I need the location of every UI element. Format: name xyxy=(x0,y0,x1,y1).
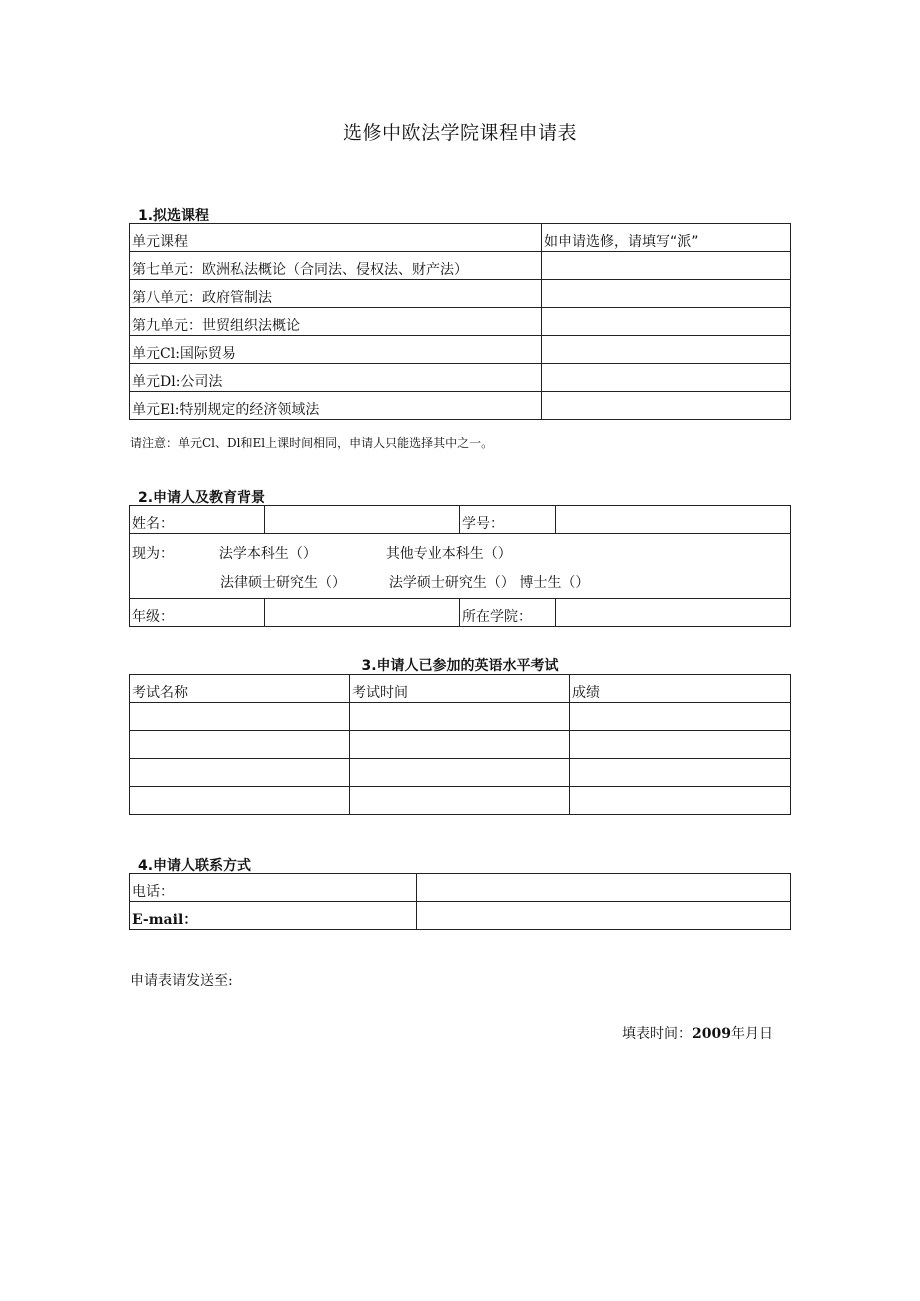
section-1-heading: 1.拟选课程 xyxy=(138,208,210,224)
table-row xyxy=(130,252,791,280)
table-row xyxy=(130,308,791,336)
applicant-table xyxy=(129,505,791,627)
score-cell[interactable] xyxy=(570,787,791,815)
table-row xyxy=(130,759,791,787)
option-other-undergrad[interactable]: 其他专业本科生（） xyxy=(385,546,512,562)
test-time-cell[interactable] xyxy=(350,703,570,731)
status-label: 现为： xyxy=(132,546,174,562)
course-note: 请注意：单元Cl、Dl和El上课时间相同，申请人只能选择其中之一。 xyxy=(130,436,494,450)
fill-date-label: 填表时间： xyxy=(622,1026,692,1042)
course-name: 第八单元：政府管制法 xyxy=(130,280,542,308)
table-row xyxy=(130,280,791,308)
option-phd[interactable]: 博士生（） xyxy=(519,575,590,591)
score-cell[interactable] xyxy=(570,731,791,759)
col-header-course: 单元课程 xyxy=(130,224,542,252)
table-row xyxy=(130,336,791,364)
col-header-test-time: 考试时间 xyxy=(350,675,570,703)
test-time-cell[interactable] xyxy=(350,787,570,815)
table-row xyxy=(130,787,791,815)
name-label: 姓名： xyxy=(130,506,265,534)
test-name-cell[interactable] xyxy=(130,731,350,759)
table-row xyxy=(130,364,791,392)
table-row xyxy=(130,731,791,759)
fill-date-year: 2009 xyxy=(692,1026,731,1042)
test-name-cell[interactable] xyxy=(130,759,350,787)
phone-label: 电话： xyxy=(130,874,417,902)
fill-date-rest: 年月日 xyxy=(730,1026,773,1042)
name-field[interactable] xyxy=(265,506,460,534)
score-cell[interactable] xyxy=(570,703,791,731)
test-name-cell[interactable] xyxy=(130,787,350,815)
grade-label: 年级： xyxy=(130,599,265,627)
section-2-heading: 2.申请人及教育背景 xyxy=(138,490,266,506)
score-cell[interactable] xyxy=(570,759,791,787)
course-name: 第九单元：世贸组织法概论 xyxy=(130,308,542,336)
test-time-cell[interactable] xyxy=(350,731,570,759)
apply-cell[interactable] xyxy=(542,308,791,336)
apply-cell[interactable] xyxy=(542,336,791,364)
course-table xyxy=(129,223,791,420)
page-title: 选修中欧法学院课程申请表 xyxy=(342,122,577,144)
col-header-apply: 如申请选修，请填写“派” xyxy=(542,224,791,252)
school-label: 所在学院： xyxy=(460,599,556,627)
grade-field[interactable] xyxy=(265,599,460,627)
student-id-field[interactable] xyxy=(556,506,791,534)
fill-date xyxy=(622,1023,773,1043)
student-id-label: 学号： xyxy=(460,506,556,534)
option-law-undergrad[interactable]: 法学本科生（） xyxy=(218,546,317,562)
test-time-cell[interactable] xyxy=(350,759,570,787)
apply-cell[interactable] xyxy=(542,280,791,308)
section-3-heading: 3.申请人已参加的英语水平考试 xyxy=(361,658,559,674)
contact-table xyxy=(129,873,791,930)
email-field[interactable] xyxy=(417,902,791,930)
apply-cell[interactable] xyxy=(542,252,791,280)
col-header-test-name: 考试名称 xyxy=(130,675,350,703)
col-header-score: 成绩 xyxy=(570,675,791,703)
table-row xyxy=(130,703,791,731)
school-field[interactable] xyxy=(556,599,791,627)
course-name: 单元Cl:国际贸易 xyxy=(130,336,542,364)
test-name-cell[interactable] xyxy=(130,703,350,731)
send-to-label: 申请表请发送至: xyxy=(130,973,233,989)
english-test-table xyxy=(129,674,791,815)
course-name: 第七单元：欧洲私法概论（合同法、侵权法、财产法） xyxy=(130,252,542,280)
phone-field[interactable] xyxy=(417,874,791,902)
apply-cell[interactable] xyxy=(542,364,791,392)
status-cell xyxy=(130,534,791,599)
course-name: 单元El:特别规定的经济领域法 xyxy=(130,392,542,420)
course-name: 单元Dl:公司法 xyxy=(130,364,542,392)
table-row xyxy=(130,392,791,420)
section-4-heading: 4.申请人联系方式 xyxy=(138,858,252,874)
option-llm[interactable]: 法学硕士研究生（） xyxy=(388,575,515,591)
email-label: E-mail： xyxy=(130,902,417,930)
apply-cell[interactable] xyxy=(542,392,791,420)
option-jm[interactable]: 法律硕士研究生（） xyxy=(220,575,346,591)
